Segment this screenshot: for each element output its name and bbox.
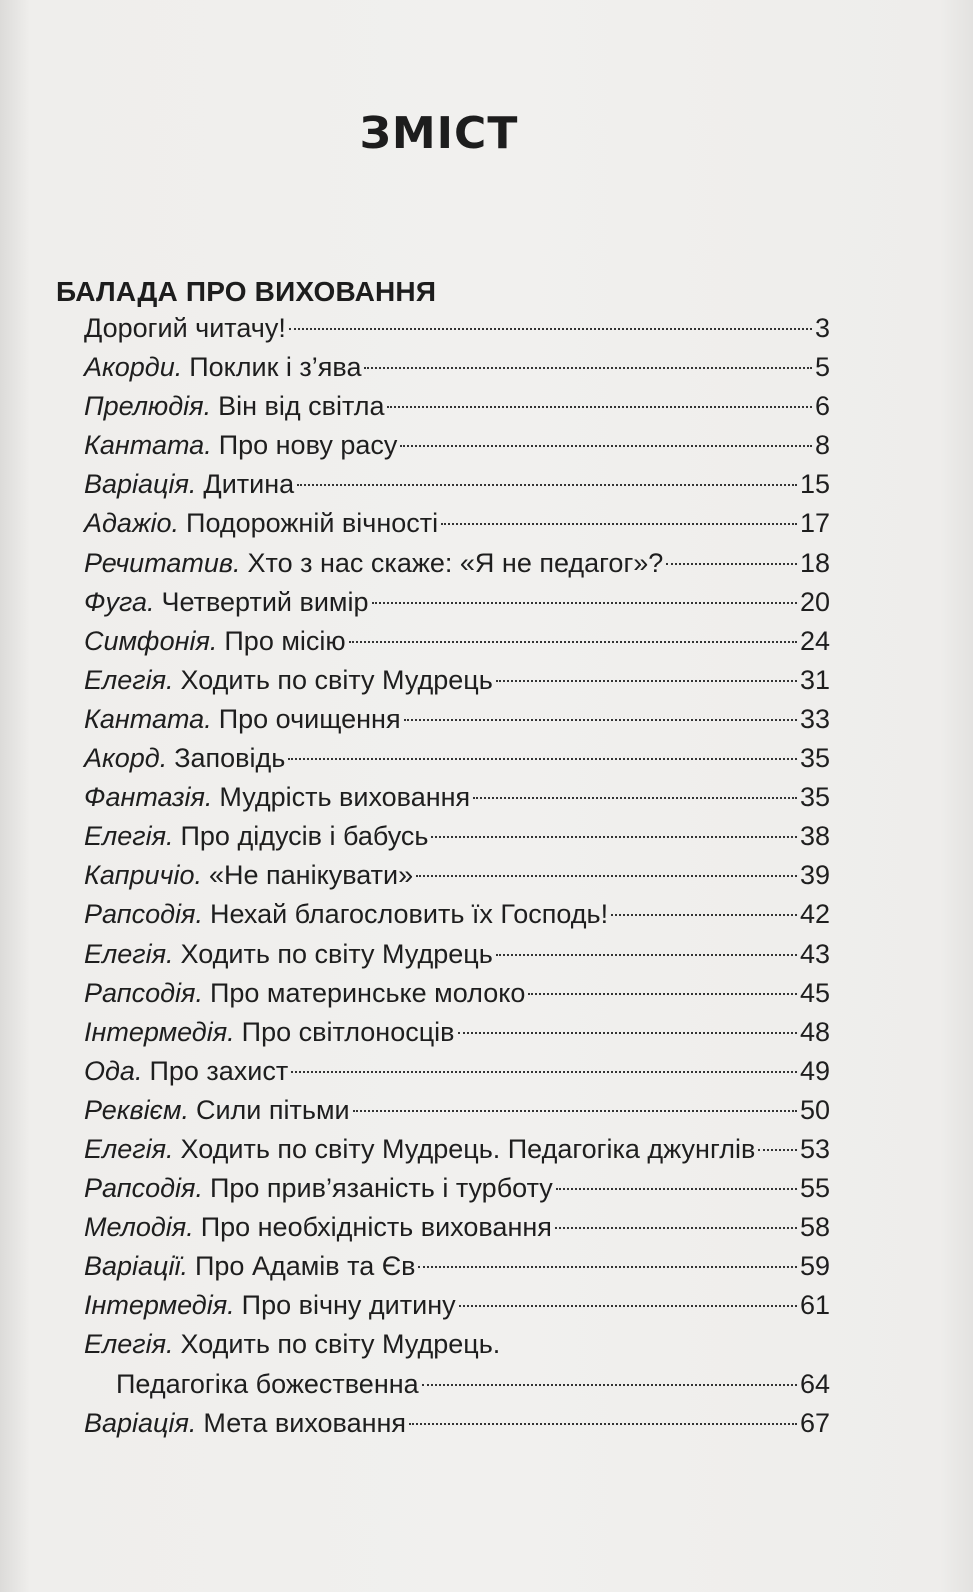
- toc-entry-title: Про очищення: [218, 703, 401, 734]
- toc-entry-page-number: 6: [814, 391, 830, 422]
- toc-entry-title: Про захист: [149, 1055, 289, 1086]
- toc-entry-genre: Речитатив.: [84, 547, 241, 578]
- toc-entry-genre: Реквієм.: [84, 1094, 189, 1125]
- toc-entry-genre: Елегія.: [84, 664, 174, 695]
- dot-leader: [431, 836, 796, 838]
- dot-leader: [416, 875, 797, 877]
- dot-leader: [458, 1032, 797, 1034]
- toc-entry-title: Він від світла: [218, 391, 385, 422]
- toc-entry-genre: Адажіо.: [84, 508, 180, 539]
- dot-leader: [372, 602, 797, 604]
- page-title: ЗМІСТ: [359, 108, 519, 159]
- toc-entry: [84, 426, 830, 465]
- toc-entry-page-number: 8: [814, 430, 830, 461]
- toc-entry-title: Про Адамів та Єв: [195, 1251, 416, 1282]
- toc-entry-title: Про дідусів і бабусь: [180, 821, 429, 852]
- toc-entry: [84, 935, 830, 974]
- toc-entry-genre: Фуга.: [84, 586, 155, 617]
- dot-leader: [400, 445, 812, 447]
- dot-leader: [289, 328, 812, 330]
- toc-entry: [84, 504, 830, 543]
- toc-entry: [84, 387, 830, 426]
- toc-entry-title: Ходить по світу Мудрець: [180, 938, 493, 969]
- toc-entry-title: Про вічну дитину: [241, 1290, 456, 1321]
- toc-entry: [84, 817, 830, 856]
- toc-entry: [84, 1130, 830, 1169]
- dot-leader: [409, 1423, 797, 1425]
- toc-entry-page-number: 58: [799, 1212, 830, 1243]
- dot-leader: [297, 484, 797, 486]
- toc-entry-page-number: 33: [799, 703, 830, 734]
- toc-entry-title: Ходить по світу Мудрець. Педагогіка джунглів: [180, 1133, 756, 1164]
- toc-entry: [84, 583, 830, 622]
- dot-leader: [459, 1305, 797, 1307]
- toc-entry-page-number: 53: [799, 1133, 830, 1164]
- toc-entry: [84, 1013, 830, 1052]
- toc-entry-page-number: 61: [799, 1290, 830, 1321]
- toc-entry: [84, 974, 830, 1013]
- dot-leader: [349, 641, 797, 643]
- toc-entry-title: Дитина: [203, 469, 295, 500]
- dot-leader: [528, 993, 797, 995]
- toc-entry-page-number: 67: [799, 1407, 830, 1438]
- toc-entry-title: Мета виховання: [203, 1407, 407, 1438]
- toc-entry-genre: Рапсодія.: [84, 977, 203, 1008]
- toc-entry-title: «Не панікувати»: [209, 860, 414, 891]
- toc-entry: [84, 856, 830, 895]
- toc-entry-page-number: 45: [799, 977, 830, 1008]
- dot-leader: [496, 680, 797, 682]
- toc-entry-title: Сили пітьми: [195, 1094, 350, 1125]
- table-of-contents: [84, 309, 830, 1443]
- toc-entry-title: Педагогіка божественна: [116, 1368, 419, 1399]
- toc-entry-title: Про нову расу: [218, 430, 398, 461]
- toc-entry-title: Дорогий читачу!: [84, 313, 286, 343]
- toc-entry-page-number: 49: [799, 1055, 830, 1086]
- toc-entry-genre: Варіації.: [84, 1251, 188, 1282]
- dot-leader: [496, 954, 797, 956]
- toc-entry: [84, 1169, 830, 1208]
- toc-entry: [84, 348, 830, 387]
- dot-leader: [555, 1227, 797, 1229]
- toc-entry: [84, 1208, 830, 1247]
- toc-entry-genre: Прелюдія.: [84, 391, 212, 422]
- toc-entry-title: Ходить по світу Мудрець: [180, 664, 493, 695]
- toc-entry-page-number: 5: [814, 352, 830, 383]
- toc-entry-title: Хто з нас скаже: «Я не педагог»?: [247, 547, 664, 578]
- toc-entry-genre: Варіація.: [84, 1407, 197, 1438]
- toc-entry-genre: Рапсодія.: [84, 1173, 203, 1204]
- dot-leader: [288, 758, 797, 760]
- dot-leader: [353, 1110, 797, 1112]
- toc-entry-page-number: 38: [799, 821, 830, 852]
- toc-entry-page-number: 42: [799, 899, 830, 930]
- toc-entry: [84, 1286, 830, 1325]
- toc-entry-title: Про прив’язаність і турботу: [209, 1173, 553, 1204]
- toc-entry-title: Мудрість виховання: [219, 782, 471, 813]
- toc-entry-page-number: 35: [799, 782, 830, 813]
- toc-entry-page-number: 20: [799, 586, 830, 617]
- toc-entry-page-number: 43: [799, 938, 830, 969]
- toc-entry-genre: Кантата.: [84, 430, 212, 461]
- dot-leader: [291, 1071, 797, 1073]
- toc-entry-title: Четвертий вимір: [161, 586, 369, 617]
- toc-entry-genre: Елегія.: [84, 1329, 174, 1360]
- toc-entry-page-number: 24: [799, 625, 830, 656]
- toc-entry-genre: Елегія.: [84, 938, 174, 969]
- dot-leader: [422, 1384, 797, 1386]
- toc-entry-genre: Симфонія.: [84, 625, 218, 656]
- toc-entry-genre: Інтермедія.: [84, 1290, 235, 1321]
- toc-entry-genre: Акорди.: [84, 352, 183, 383]
- toc-entry-genre: Кантата.: [84, 703, 212, 734]
- toc-entry: [84, 700, 830, 739]
- toc-entry-genre: Капричіо.: [84, 860, 203, 891]
- toc-entry: [84, 1325, 830, 1364]
- toc-entry-title: Поклик і з’ява: [189, 352, 362, 383]
- toc-entry-page-number: 48: [799, 1016, 830, 1047]
- toc-entry-title: Подорожній вічності: [186, 508, 439, 539]
- toc-entry: [84, 544, 830, 583]
- dot-leader: [404, 719, 797, 721]
- toc-entry-page-number: 17: [799, 508, 830, 539]
- toc-entry: [84, 1247, 830, 1286]
- toc-entry: [84, 1404, 830, 1443]
- toc-entry-page-number: 35: [799, 743, 830, 774]
- toc-entry-page-number: 15: [799, 469, 830, 500]
- toc-entry-page-number: 31: [799, 664, 830, 695]
- toc-entry-page-number: 64: [799, 1368, 830, 1399]
- toc-entry-page-number: 3: [814, 313, 830, 343]
- section-heading: БАЛАДА ПРО ВИХОВАННЯ: [56, 276, 437, 307]
- toc-entry-title: Про місію: [224, 625, 346, 656]
- dot-leader: [556, 1188, 797, 1190]
- toc-entry-title: Про світлоносців: [241, 1016, 455, 1047]
- toc-entry-page-number: 18: [799, 547, 830, 578]
- toc-entry-genre: Ода.: [84, 1055, 143, 1086]
- toc-entry-genre: Елегія.: [84, 821, 174, 852]
- toc-entry-genre: Інтермедія.: [84, 1016, 235, 1047]
- dot-leader: [387, 406, 811, 408]
- toc-entry-title: Заповідь: [174, 743, 286, 774]
- dot-leader: [418, 1266, 796, 1268]
- toc-entry: [84, 661, 830, 700]
- toc-entry: [84, 622, 830, 661]
- toc-entry-genre: Мелодія.: [84, 1212, 194, 1243]
- dot-leader: [758, 1149, 797, 1151]
- toc-entry: [84, 1091, 830, 1130]
- toc-entry-page-number: 39: [799, 860, 830, 891]
- toc-entry: [84, 465, 830, 504]
- toc-entry-page-number: 59: [799, 1251, 830, 1282]
- toc-entry: [84, 309, 830, 348]
- toc-entry-genre: Елегія.: [84, 1133, 174, 1164]
- dot-leader: [364, 367, 811, 369]
- toc-entry: [84, 895, 830, 934]
- toc-entry-title: Нехай благословить їх Господь!: [209, 899, 609, 930]
- toc-entry-page-number: 55: [799, 1173, 830, 1204]
- dot-leader: [441, 523, 797, 525]
- dot-leader: [473, 797, 797, 799]
- toc-entry: [84, 778, 830, 817]
- toc-entry-genre: Варіація.: [84, 469, 197, 500]
- toc-entry-title: Ходить по світу Мудрець.: [180, 1329, 501, 1360]
- toc-entry-title: Про необхідність виховання: [200, 1212, 552, 1243]
- toc-entry: [84, 739, 830, 778]
- toc-entry-genre: Рапсодія.: [84, 899, 203, 930]
- toc-entry: [84, 1052, 830, 1091]
- dot-leader: [666, 563, 797, 565]
- toc-entry: [84, 1365, 830, 1404]
- toc-entry-genre: Фантазія.: [84, 782, 213, 813]
- toc-entry-page-number: 50: [799, 1094, 830, 1125]
- toc-entry-genre: Акорд.: [84, 743, 168, 774]
- toc-entry-title: Про материнське молоко: [209, 977, 526, 1008]
- dot-leader: [611, 914, 797, 916]
